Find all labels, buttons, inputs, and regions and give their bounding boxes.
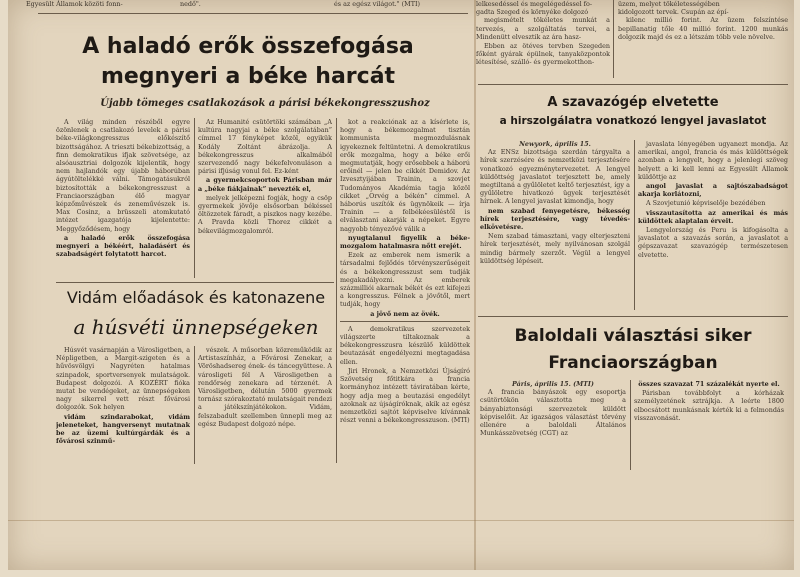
main-col2-bold: a gyermekcsoportok Párisban már a „béke fiákjainak” nevezték el, xyxy=(198,176,332,193)
right-top-line3: gadta Szeged és környéke dolgozó xyxy=(476,8,589,17)
main-col2-text: Az Humanité csütörtöki számában „A kultúra nagyjai a béke szolgálatában” címmel 17 fényképet közöl, egyikük Kodály Zoltánt ábrázolja. A békekongresszus alkalmából szervezendő nagy békefelvonuláson a párisi ifjúság vonul fel. Ez-ként xyxy=(198,118,332,176)
headline-rule xyxy=(38,13,468,14)
vote-col2-text: javaslata lényegében ugyanezt mondja. Az amerikai, angol, francia és más küldöttségek azonban a lengyelt, hogy a jelenlegi szöveg helyett a ki kell lenni az Egyesült Államok küldöttje az xyxy=(638,140,788,181)
vote-col2-bold: angol javaslat a sajtószabadságot akarja korlátozni, xyxy=(638,182,788,199)
main-col1-text: A világ minden részéből egyre özönlenek a csatlakozó levelek a párisi béke-világkongresszus előkészítő bizottságához. A trieszti békebizottság, a finn demokratikus ifjak szövetsége, az alsóausztriai dolgozók kijelentik, hogy nem hajlandók egy újabb háborúban ágyútöltelékké válni. Támogatásukról biztosították a békekongresszust a Franciaországban élő magyar képzőművészek és zeneművészek is. Max Cosinz, a brüsszeli atomkutató intézet igazgatója kijelentette: Meggyőződésem, hogy xyxy=(56,118,190,233)
france-col2-bold: összes szavazat 71 százalékát nyerte el. xyxy=(638,380,780,388)
right-top-line4: kidolgozott tervek. Csupán az épí- xyxy=(618,8,729,17)
easter-headline-line1: Vidám előadások és katonazene xyxy=(66,288,326,307)
section-rule xyxy=(56,282,334,283)
vote-col1 xyxy=(480,140,630,310)
france-col1-text: A francia bányászok egy esoportja csütörtökön választotta meg a bányabiztonsági szervezetek küldött képviselőit. Az igazságos választást törvény ellenére a baloldali Általános Munkásszövetség (CGT) az xyxy=(480,388,626,438)
vote-dateline: Newyork, április 15. xyxy=(519,140,591,148)
vote-col1-text: Az ENSz bizottsága szerdán tárgyalta a hírek szerzésére és nemzetközi terjesztésére vonatkozó egyezménytervezetet. A lengyel küldöttség javaslatot terjesztett be, amely megtiltaná a gyűlöletet keltő terjesztést, így a gyűlöletre hivatkozó ügyek terjesztését hírnek. A lengyel javaslat kimondja, hogy xyxy=(480,148,630,206)
main-col3-text: kot a reakciónak az a kísérlete is, hogy a békemozgalmat tisztán kommunista megmozdulásnak igyekeznek feltüntetni. A demokratikus erők mozgalma, hogy a béke erői megmutatják, hogy erősebbek a háború erőinél — jelen be cikkét Demidov. Az Izvesztyijában Trainin, a szovjet Tudományos Akadémia tagja közöl cikket „Orvég a békén” címmel. A háborús uszítók és ügynökeik — írja Trainin — a felbékéesüléstől is elválasztani akarják a népeket. Egyre nagyobb tényezővé válik a xyxy=(340,118,470,233)
main-col3 xyxy=(340,118,470,458)
main-col3-text2: Ezek az emberek nem ismerik a társadalmi fejlődés törvényszerűségeit és a békekongresszust sem tudják megakadályozni. Az emberek százmilliói akarnak békét és ezt kifejezi a kongresszus. Félnek a jövőtől, mert tudják, hogy xyxy=(340,251,470,309)
bottom-middle-p1: A demokratikus szervezetek világszerte tiltakoznak a békekongresszusra készülő küldöttek beutazását engedélyezni megtagadása ellen. xyxy=(340,324,470,366)
top-strip-left: Egyesült Államok közöti fonn- xyxy=(26,0,123,8)
top-strip-mid2: és az egész világot." (MTI) xyxy=(334,0,420,8)
fold-crease xyxy=(474,0,476,570)
france-headline-line2: Franciaországban xyxy=(548,353,718,373)
vote-col1-text2: Nem szabad támasztani, vagy elterjeszteni hírek terjesztését, mely nyilvánosan szolgál mindig bármely szerzőt. Végül a lengyel küldöttség lépéseit. xyxy=(480,232,630,265)
vote-col2-bold2: visszautasította az amerikai és más küldöttek alaptalan érveit. xyxy=(638,208,788,225)
section-rule xyxy=(478,316,788,317)
france-col1 xyxy=(480,380,626,470)
france-headline-line1: Baloldali választási siker xyxy=(514,326,752,346)
column-rule xyxy=(336,118,337,463)
easter-col1-bold: vidám szindarabokat, vidám jeleneteket, hangversenyt mutatnak be az üzemi kultúrgárdák és a fővárosi szinmű- xyxy=(56,412,190,446)
vote-headline-line1: A szavazógép elvetette xyxy=(547,95,719,110)
vote-headline-line2: a hirszolgálatra vonatkozó lengyel javaslatot xyxy=(499,115,767,127)
france-dateline: Páris, április 15. (MTI) xyxy=(512,380,594,388)
right-top-line2: üzem, melyet tökéletességében xyxy=(618,0,720,8)
france-col2-text: Párisban továbbfolyt a kórházak személyzetének sztrájkja. A leérte 1800 elbocsátott munkásnak kérték ki a felmondás visszavonását. xyxy=(634,389,784,422)
easter-col1 xyxy=(56,346,190,466)
main-headline-line2: megnyeri a béke harcát xyxy=(100,64,396,89)
right-top-col1 xyxy=(476,0,610,78)
vote-col2-text3: Lengyelország és Peru is kifogásolta a javaslatot a szavazás során, a javaslatot a gépszavazat szavazógép természetesen elvetette. xyxy=(638,226,788,259)
top-strip-mid1: nedő". xyxy=(180,0,201,8)
vote-col2 xyxy=(638,140,788,310)
easter-col2 xyxy=(198,346,332,466)
main-col1 xyxy=(56,118,190,276)
easter-headline-line2: a húsvéti ünnepségeken xyxy=(73,315,319,339)
easter-col2-text: vészek. A műsorban közreműködik az Artistaszínház, a Fővárosi Zenekar, a Vöröshadsereg ének- és táncegyüttese. A városligeti fél A Városligetben a rendőrség zenekara ad térzenét. A Városligetben, délután 5000 gyermek tornász szórakoztató mulatságait rendezi a játékszínjátékokon. Vidám, felszabadult szellemben ünnepli meg az egész Budapest dolgozó népe. xyxy=(198,346,332,428)
easter-col1-text: Húsvét vasárnapján a Városligetben, a Népligetben, a Margit-szigeten és a hűvösvölgyi Nagyréten hatalmas szinpadok, sportversenyek mulatságok. Budapest dolgozói. A KOZÉRT fióka mutat be vendégeket, az ünnepségeken nagy sikerrel vett részt fővárosi dolgozók. Sok helyen xyxy=(56,346,190,412)
main-col2 xyxy=(198,118,332,276)
right-top-col2 xyxy=(618,0,788,78)
column-rule xyxy=(194,346,195,464)
main-col2-text2: melyek jelképezni fogják, hogy a csöp gyermekek jövője elsősorban békéssel öltözzetek fáradt, a piszkos nagy kezébe. A Pravda közli Thorez cikkét a békevilágmozgalomról. xyxy=(198,193,332,235)
main-subheadline: Újabb tömeges csatlakozások a párisi békekongresszushoz xyxy=(100,98,430,109)
bottom-middle-p2: Jiri Hronek, a Nemzetközi Újságíró Szövetség főtitkára a francia kormányhoz intézett táviratában kérte, hogy adja meg a beutazási engedélyt azoknak az újságíróknak, akik az egész nemzetközi sajtót képviselve kívánnak részt venni a békekongresszuson. (MTI) xyxy=(340,366,470,425)
column-rule xyxy=(613,0,614,78)
right-top-text1: megismételt tökéletes munkát a tervezés, a szolgáltatás tervei, a Mindenütt elvesztik az ára hasz- xyxy=(476,16,610,41)
column-rule xyxy=(634,140,635,310)
column-rule xyxy=(194,118,195,278)
section-rule xyxy=(478,84,788,85)
vote-col2-text2: A Szovjetunió képviselője bezédében xyxy=(646,199,766,208)
section-rule xyxy=(340,321,470,322)
main-headline-line1: A haladó erők összefogása xyxy=(82,34,414,59)
main-col1-bold: a haladó erők összefogása megnyeri a békéért, haladásért és szabadságért folytatott harcot. xyxy=(56,233,190,259)
right-top-text4: kilenc millió forint. Az üzem felszíntése bepillanatig tőle 40 millió forint. 1200 munkás dolgozik majd és ez a létszám több vele növelve. xyxy=(618,16,788,41)
column-rule xyxy=(630,380,631,470)
main-col3-bold2: a jövő nem az övék. xyxy=(370,309,440,318)
france-col2 xyxy=(634,380,784,470)
right-top-line1: lelkesedéssel és megelégedéssel fo- xyxy=(476,0,593,8)
main-col3-bold: nyugtalanul figyelik a béke-mozgalom hatalmasra nőtt erejét. xyxy=(340,233,470,251)
right-top-text3: Ebben az ötéves tervben Szegeden főként gyárak épülnek, tanyaközpontok létesítésé, szálló- és gyermekotthon- xyxy=(476,42,610,67)
newspaper-page xyxy=(8,0,794,570)
vote-col1-bold: nem szabad fenyegetésre, békesség hírek terjesztésére, vagy tévedés-elkövetésre. xyxy=(480,206,630,232)
